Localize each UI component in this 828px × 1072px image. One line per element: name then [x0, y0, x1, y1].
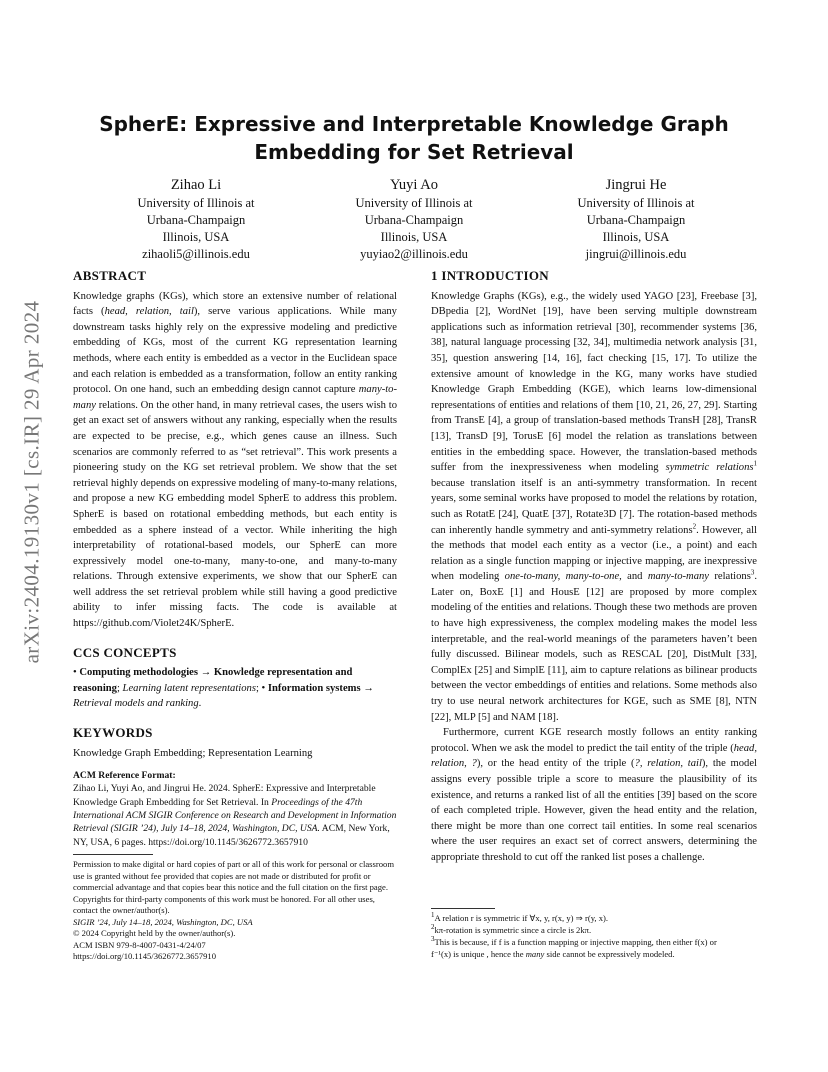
author-affiliation: University of Illinois at: [355, 196, 473, 210]
intro-part: . However, all the methods that model each entity as a vector (i.e., a point) and each relation as a single function mapping or injective mapping, are inexpressive when modeling: [431, 524, 757, 583]
intro-paragraph-1: [431, 289, 757, 726]
intro-part: ), the model assigns every possible triple a score to measure the plausibility of its existence, and returns a ranked list of all the entities [39] based on the score of each completed triple. However, given the head entity and the relation, there might be more than one correct tail entities. In some real scenarios where the user requires an exact set of correct answers, determining the appropriate threshold to cut off the ranked list poses a challenge.: [431, 758, 757, 863]
acm-ref-heading: ACM Reference Format:: [73, 770, 176, 782]
ccs-concept-bold: Computing methodologies → Knowledge representation and reasoning: [73, 667, 353, 694]
intro-part: Knowledge Graphs (KGs), e.g., the widely used YAGO [23], Freebase [3], DBpedia [2], WordNet [19], have been serving multiple downstream applications such as information retrieval [30], recommender systems [36, 38], natural language processing [32, 34], multimedia network analysis [31, 35], question answering [14, 16], fact checking [15, 17]. To utilize the extensive amount of knowledge in the KG, many works have studied Knowledge Graph Embedding (KGE), which learns low-dimensional representations of entities and relations of them [10, 21, 26, 27, 29]. Starting from TransE [4], a group of translation-based methods TransH [28], TransR [13], TransD [9], TorusE [6] model the relation as translations between entities in the embedding space. However, the translation-based methods suffer from the inexpressiveness when modeling: [431, 290, 757, 474]
doi-link[interactable]: https://doi.org/10.1145/3626772.3657910: [73, 951, 216, 961]
footnote-marker[interactable]: 2: [692, 521, 697, 530]
title-line-1: SpherE: Expressive and Interpretable Knowledge Graph: [99, 112, 729, 136]
footnote-1: [431, 912, 757, 924]
intro-emphasis: symmetric relations: [665, 462, 754, 474]
author-email[interactable]: yuyiao2@illinois.edu: [360, 247, 468, 261]
author-location: Illinois, USA: [162, 230, 230, 244]
permission-rule: [73, 854, 153, 855]
author-block-3: [526, 175, 746, 263]
left-column: [73, 268, 397, 849]
abstract-part: ), serve various applications. While many downstream tasks highly rely on the expressive modeling and predictive embedding of KGs, most of the current KG representation learning methods, where each entity is embedded as a vector in the Euclidean space and each relation is embedded as a transformation, follow an entity ranking protocol. On one hand, such an embedding design cannot capture: [73, 306, 397, 396]
author-affiliation: Urbana-Champaign: [364, 213, 464, 227]
abstract-part: relations. On the other hand, in many retrieval cases, the users wish to get an exact set of answers without any ranking, especially when the results are expected to be precise, e.g., which genes cause an illness. Such scenarios are commonly referred to as “set retrieval”. This work presents a pioneering study on the KG set retrieval problem. We show that the set retrieval highly depends on expressive modeling of many-to-many relations, and propose a new KG embedding model SpherE to address this problem. SpherE is based on rotational embedding methods, but each entity is embedded as a sphere instead of a vector. While inheriting the high interpretability of rotational-based models, our SpherE can more expressively model one-to-many, many-to-one, and many-to-many relations. Through extensive experiments, we show that our SpherE can well address the set retrieval problem while still having a good predictive ability to infer missing facts. The code is available at https://github.com/Violet24K/SpherE.: [73, 399, 397, 630]
acm-ref-part: ACM, New York, NY, USA, 6 pages. https://doi.org/10.1145/3626772.3657910: [73, 823, 390, 848]
abstract-part: Knowledge graphs (KGs), which store an extensive number of relational facts (: [73, 290, 397, 318]
intro-emphasis: head, relation, ?: [431, 742, 757, 770]
author-location: Illinois, USA: [602, 230, 670, 244]
author-affiliation: University of Illinois at: [137, 196, 255, 210]
intro-part: and: [621, 571, 648, 583]
right-column: [431, 268, 757, 866]
ccs-concept-bold: Information systems: [267, 682, 361, 694]
abstract-emphasis: head, relation, tail: [104, 306, 194, 318]
arxiv-sidebar-identifier: [16, 292, 48, 672]
author-email[interactable]: jingrui@illinois.edu: [585, 247, 687, 261]
ccs-concept-italic: Retrieval models and ranking: [73, 698, 199, 710]
footnote-marker[interactable]: 1: [753, 459, 757, 468]
footnote-number: 2: [431, 923, 435, 932]
title-line-2: Embedding for Set Retrieval: [254, 140, 574, 164]
footnote-emphasis: many: [525, 949, 545, 959]
introduction-heading: 1 INTRODUCTION: [431, 268, 549, 283]
author-email[interactable]: zihaoli5@illinois.edu: [142, 247, 250, 261]
intro-emphasis: one-to-many, many-to-one,: [504, 571, 622, 583]
author-location: Illinois, USA: [380, 230, 448, 244]
ccs-concepts: • Computing methodologies → Knowledge representation and reasoning; Learning latent representations; • Information systems → Retrieval models and ranking.: [73, 667, 374, 710]
author-name: Yuyi Ao: [390, 177, 438, 193]
footnote-3: [431, 936, 757, 948]
footnote-text: kπ-rotation is symmetric since a circle is 2kπ.: [434, 925, 592, 935]
author-block-2: [304, 175, 524, 263]
intro-part: relations: [709, 571, 751, 583]
author-name: Jingrui He: [605, 177, 667, 193]
intro-part: because translation itself is an anti-symmetry transformation. In recent years, some seminal works have proposed to model the relations by rotation, such as RotatE [24], QuatE [37], Rotate3D [7]. The rotation-based methods can inherently handle symmetry and anti-symmetry relations: [431, 477, 757, 536]
footnote-text: A relation r is symmetric if ∀x, y, r(x, y) ⇒ r(y, x).: [434, 913, 609, 923]
footnotes-block: [431, 912, 757, 960]
footnote-marker[interactable]: 3: [750, 568, 755, 577]
keywords-text: Knowledge Graph Embedding; Representation Learning: [73, 747, 313, 759]
author-affiliation: Urbana-Champaign: [586, 213, 686, 227]
author-affiliation: University of Illinois at: [577, 196, 695, 210]
acm-ref-part: Zihao Li, Yuyi Ao, and Jingrui He. 2024. SpherE: Expressive and Interpretable Knowledge Graph Embedding for Set Retrieval. In: [73, 783, 376, 808]
isbn-line: ACM ISBN 979-8-4007-0431-4/24/07: [73, 939, 206, 950]
permission-text: Permission to make digital or hard copies of part or all of this work for personal or classroom use is granted without fee provided that copies are not made or distributed for profit or commercial advantage and that copies bear this notice and the full citation on the first page. Copyrights for third-party components of this work must be honored. For all other uses, contact the owner/author(s).: [73, 859, 394, 915]
author-name: Zihao Li: [170, 177, 222, 193]
acm-ref-venue: Proceedings of the 47th International ACM SIGIR Conference on Research and Development in Information Retrieval (SIGIR ’24), July 14–18, 2024, Washington, DC, USA.: [73, 796, 397, 835]
intro-emphasis: many-to-many: [647, 571, 710, 583]
keywords-heading: KEYWORDS: [73, 725, 153, 741]
footnote-text: This is because, if f is a function mapping or injective mapping, then either f(x) or: [434, 937, 717, 947]
footnote-rule: [431, 908, 495, 909]
abstract-emphasis: many-to-many: [73, 384, 397, 411]
intro-paragraph-2: [431, 725, 757, 865]
author-affiliation: Urbana-Champaign: [146, 213, 246, 227]
intro-emphasis: ?, relation, tail: [634, 758, 702, 770]
author-block-1: [86, 175, 306, 263]
intro-part: Furthermore, current KGE research mostly follows an entity ranking protocol. When we ask the model to predict the tail entity of the triple (: [431, 727, 757, 754]
copyright-line: © 2024 Copyright held by the owner/author(s).: [73, 928, 236, 938]
footnote-2: [431, 924, 757, 936]
footnote-text: side cannot be expressively modeled.: [544, 949, 675, 959]
acm-reference: [73, 782, 397, 849]
footnote-number: 1: [431, 911, 435, 920]
arxiv-id-text: arXiv:2404.19130v1 [cs.IR] 29 Apr 2024: [19, 300, 44, 664]
ccs-concept-italic: Learning latent representations: [122, 682, 256, 694]
footnote-number: 3: [431, 935, 435, 944]
paper-title: [90, 110, 738, 166]
intro-part: . Later on, BoxE [1] and HousE [12] are proposed by more complex modeling of the entities and relations. Though these two methods are proven to have high expressiveness, the complex modeling makes the model less interpretable, and the real-world meanings of the parameters haven’t been fully discussed. Bilinear models, such as RESCAL [20], DistMult [33], ComplEx [25] and SimplE [11], aim to capture relations as bilinear products between the vector embeddings of entities and relations. Some methods also try to use neural network architectures for KGE, such as SME [8], NTN [22], MLP [5] and NAM [18].: [431, 571, 757, 723]
abstract-heading: ABSTRACT: [73, 268, 147, 283]
ccs-heading: CCS CONCEPTS: [73, 644, 177, 660]
footnote-3-continued: [431, 948, 757, 960]
footnote-text: f⁻¹(x) is unique , hence the: [431, 949, 526, 959]
abstract-text: [73, 289, 397, 632]
permission-block: [73, 859, 399, 963]
venue-line: SIGIR ’24, July 14–18, 2024, Washington, DC, USA: [73, 916, 253, 927]
intro-part: ), or the head entity of the triple (: [476, 758, 635, 770]
